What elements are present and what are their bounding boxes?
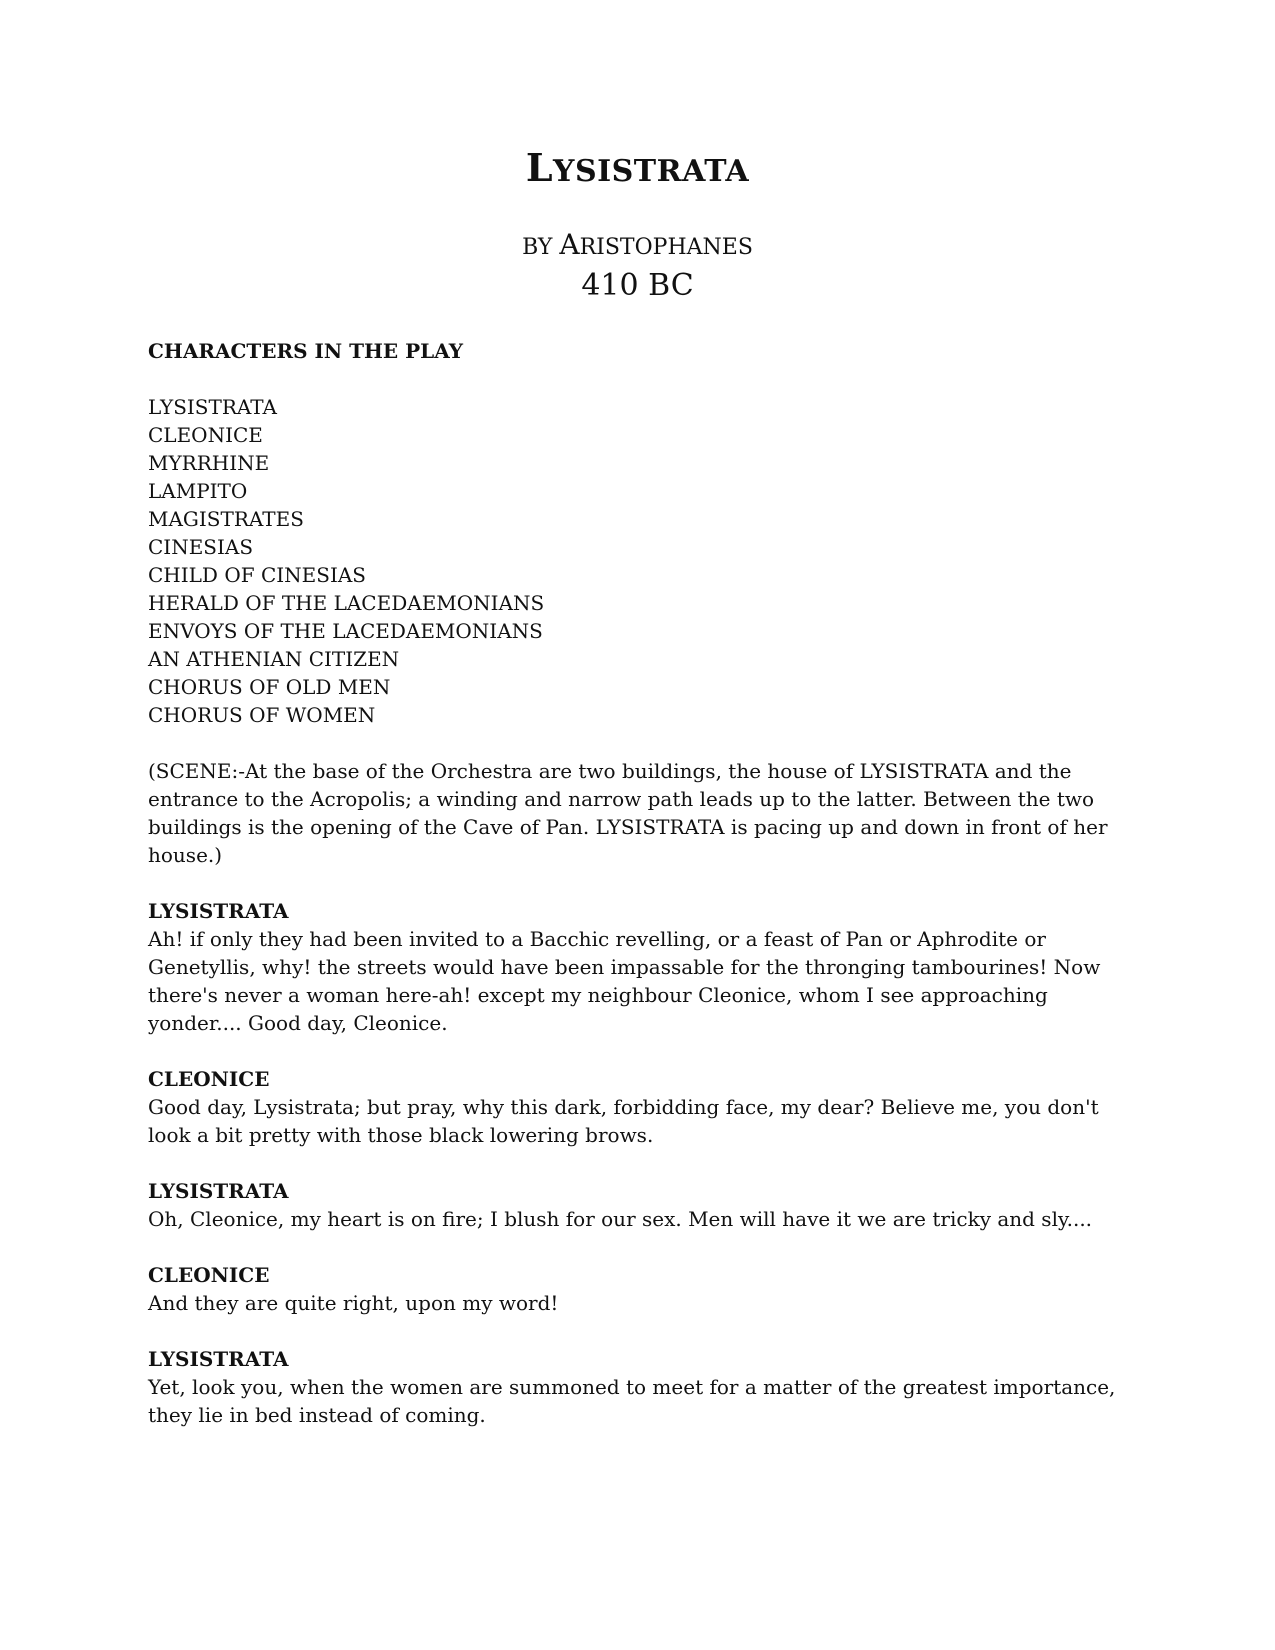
character-item: HERALD OF THE LACEDAEMONIANS — [148, 591, 545, 615]
character-item: ENVOYS OF THE LACEDAEMONIANS — [148, 619, 543, 643]
character-item: LYSISTRATA — [148, 395, 277, 419]
speaker-name: CLEONICE — [148, 1263, 270, 1287]
character-item: MYRRHINE — [148, 451, 270, 475]
dialogue-entry — [148, 1261, 1128, 1317]
document-body — [148, 337, 1128, 1457]
character-item: LAMPITO — [148, 479, 248, 503]
speech-text: Yet, look you, when the women are summoned to meet for a matter of the greatest importance, they lie in bed instead of coming. — [148, 1375, 1116, 1427]
stage-direction: (SCENE:-At the base of the Orchestra are two buildings, the house of LYSISTRATA and the entrance to the Acropolis; a winding and narrow path leads up to the latter. Between the two buildings is the opening of the Cave of Pan. LYSISTRATA is pacing up and down in front of her house.) — [148, 759, 1108, 867]
character-item: MAGISTRATES — [148, 507, 304, 531]
dialogue-entry — [148, 1345, 1128, 1429]
character-item: CLEONICE — [148, 423, 263, 447]
character-item: CHORUS OF OLD MEN — [148, 675, 391, 699]
byline-author — [559, 228, 753, 261]
character-item: AN ATHENIAN CITIZEN — [148, 647, 400, 671]
speaker-name: CLEONICE — [148, 1067, 270, 1091]
date: 410 BC — [581, 268, 694, 303]
author-rest: RISTOPHANES — [579, 235, 753, 260]
character-item: CHILD OF CINESIAS — [148, 563, 366, 587]
dialogue-entry — [148, 1177, 1128, 1233]
byline-by: BY — [522, 235, 560, 260]
speaker-name: LYSISTRATA — [148, 1179, 289, 1203]
dialogue-entry — [148, 897, 1128, 1037]
speaker-name: LYSISTRATA — [148, 899, 289, 923]
speech-text: And they are quite right, upon my word! — [148, 1291, 559, 1315]
speech-text: Oh, Cleonice, my heart is on fire; I blush for our sex. Men will have it we are tricky and sly.... — [148, 1207, 1093, 1231]
title-initial: L — [525, 145, 554, 190]
dialogue-entry — [148, 1065, 1128, 1149]
author-initial: A — [559, 228, 580, 261]
byline — [0, 228, 1275, 261]
character-item: CHORUS OF WOMEN — [148, 703, 376, 727]
characters-list — [148, 393, 1128, 729]
speaker-name: LYSISTRATA — [148, 1347, 289, 1371]
title-rest: YSISTRATA — [553, 154, 750, 189]
document-title — [0, 145, 1275, 190]
characters-heading: CHARACTERS IN THE PLAY — [148, 339, 464, 363]
speech-text: Good day, Lysistrata; but pray, why this dark, forbidding face, my dear? Believe me, you don't look a bit pretty with those black lowering brows. — [148, 1095, 1099, 1147]
speech-text: Ah! if only they had been invited to a Bacchic revelling, or a feast of Pan or Aphrodite or Genetyllis, why! the streets would have been impassable for the thronging tambourines! Now there's never a woman here-ah! except my neighbour Cleonice, whom I see approaching yonder.... Good day, Cleonice. — [148, 927, 1101, 1035]
character-item: CINESIAS — [148, 535, 254, 559]
